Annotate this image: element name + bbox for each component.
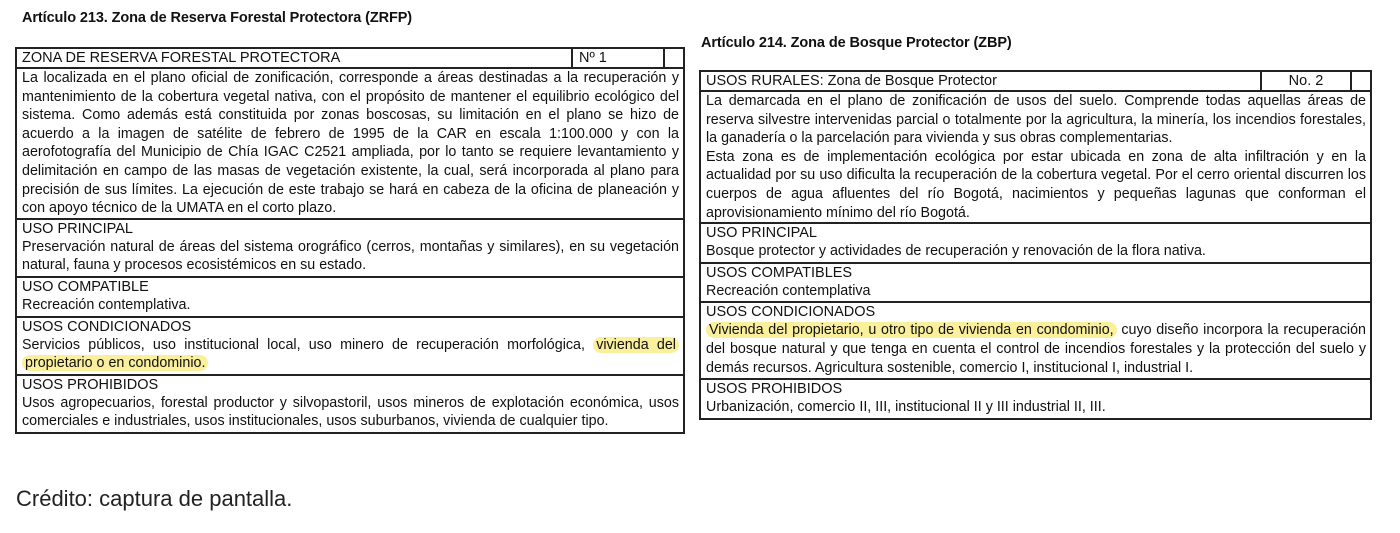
zrfp-title-end-cell: [665, 49, 683, 67]
zrfp-usos-condicionados-text: Servicios públicos, uso institucional local, uso minero de recuperación morfológica,: [22, 336, 585, 353]
zrfp-table-number: Nº 1: [573, 49, 665, 67]
zrfp-uso-compatible-title: USO COMPATIBLE: [22, 278, 149, 295]
zbp-usos-compatibles-text: Recreación contemplativa: [706, 282, 871, 299]
zrfp-usos-prohibidos-text: Usos agropecuarios, forestal productor y silvopastoril, usos mineros de explotación económica, usos comerciales e industriales, usos institucionales, usos suburbanos, vivienda de cualquier tipo.: [22, 394, 679, 430]
zbp-title-end-cell: [1352, 72, 1370, 90]
zbp-table: [699, 70, 1372, 420]
zbp-usos-compatibles-section: [701, 264, 1370, 304]
zrfp-uso-compatible-text: Recreación contemplativa.: [22, 296, 191, 313]
zbp-description-paragraph-1: La demarcada en el plano de zonificación de usos del suelo. Comprende todas aquellas áreas de reserva silvestre intervenidas parcial o totalmente por la agricultura, la minería, los incendios forestales, la ganadería o la parcelación para vivienda y sus obras complementarias.: [706, 93, 1366, 147]
zrfp-uso-compatible-section: [17, 278, 683, 318]
left-article-heading: Artículo 213. Zona de Reserva Forestal Protectora (ZRFP): [22, 10, 413, 26]
zbp-description: [701, 92, 1370, 224]
zbp-highlighted-vivienda: Vivienda del propietario, u otro tipo de vivienda en condominio,: [706, 322, 1117, 338]
zbp-title-row: [701, 72, 1370, 92]
zbp-uso-principal-title: USO PRINCIPAL: [706, 225, 817, 242]
zrfp-table: [15, 47, 685, 434]
zbp-usos-condicionados-section: [701, 303, 1370, 380]
zbp-usos-prohibidos-section: [701, 380, 1370, 418]
zrfp-usos-prohibidos-title: USOS PROHIBIDOS: [22, 376, 159, 393]
zrfp-uso-principal-title: USO PRINCIPAL: [22, 220, 133, 237]
zrfp-description: La localizada en el plano oficial de zonificación, corresponde a áreas destinadas a la recuperación y mantenimiento de la cobertura vegetal nativa, con el propósito de mantener el equilibrio ecológico del sistema. Como además está constituida por zonas boscosas, su limitación en el plano se hizo de acuerdo a la imagen de satélite de febrero de 1995 de la CAR en escala 1:100.000 y con la aerofotografía del Municipio de Chía IGAC C2521 ampliada, por lo tanto se requiere levantamiento y delimitación en campo de las masas de vegetación existente, la cual, será incorporada al plano para precisión de sus límites. La ejecución de este trabajo se hará en cabeza de la oficina de planeación y con apoyo técnico de la UMATA en el corto plazo.: [17, 69, 683, 220]
zbp-usos-condicionados-text: cuyo diseño incorpora la recuperación del bosque natural y que tenga en cuenta el control de incendios forestales y la protección del suelo y demás recursos. Agricultura sostenible, comercio I, institucional I, industrial I.: [706, 322, 1366, 376]
zbp-usos-condicionados-title: USOS CONDICIONADOS: [706, 304, 876, 321]
zbp-usos-prohibidos-title: USOS PROHIBIDOS: [706, 381, 843, 398]
zbp-table-number: No. 2: [1262, 72, 1352, 90]
image-credit: Crédito: captura de pantalla.: [16, 486, 293, 511]
zrfp-usos-condicionados-title: USOS CONDICIONADOS: [22, 318, 192, 335]
zrfp-table-title: ZONA DE RESERVA FORESTAL PROTECTORA: [17, 49, 573, 67]
zrfp-usos-prohibidos-section: [17, 376, 683, 432]
zbp-usos-prohibidos-text: Urbanización, comercio II, III, institucional II y III industrial II, III.: [706, 399, 1106, 416]
zbp-uso-principal-text: Bosque protector y actividades de recuperación y renovación de la flora nativa.: [706, 243, 1206, 260]
zbp-usos-condicionados-body: [701, 321, 1370, 378]
zrfp-title-row: [17, 49, 683, 69]
zrfp-usos-condicionados-section: [17, 318, 683, 376]
zbp-usos-compatibles-title: USOS COMPATIBLES: [706, 264, 853, 281]
zrfp-uso-principal-section: [17, 220, 683, 278]
zbp-table-title: USOS RURALES: Zona de Bosque Protector: [701, 72, 1262, 90]
zbp-uso-principal-section: [701, 224, 1370, 264]
right-article-heading: Artículo 214. Zona de Bosque Protector (ZBP): [701, 35, 1012, 51]
zbp-description-paragraph-2: Esta zona es de implementación ecológica por estar ubicada en zona de alta infiltración y en la actualidad por su uso dificulta la recuperación de la cobertura vegetal. Por el cerro oriental discurren los cuerpos de agua afluentes del río Bogotá, nacimientos y pequeñas lagunas que conforman el aprovisionamiento mínimo del río Bogotá.: [706, 148, 1366, 221]
zrfp-uso-principal-text: Preservación natural de áreas del sistema orográfico (cerros, montañas y similares), en su vegetación natural, fauna y procesos ecosistémicos en su estado.: [22, 238, 679, 274]
zrfp-usos-condicionados-body: [17, 336, 683, 374]
zrfp-highlighted-vivienda: vivienda del propietario o en condominio.: [22, 337, 679, 372]
